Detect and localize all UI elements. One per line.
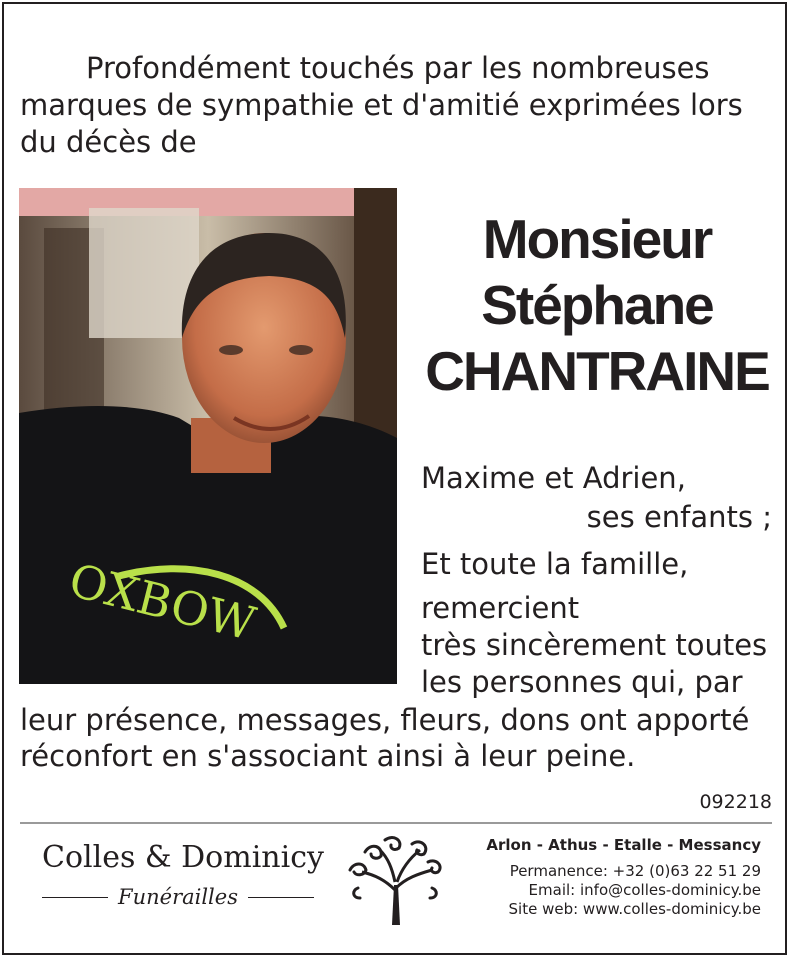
intro-line-2: marques de sympathie et d'amitié exprimées lors	[20, 88, 743, 122]
intro-paragraph	[20, 50, 772, 161]
family-children: Maxime et Adrien,	[421, 461, 686, 495]
email[interactable]: Email: info@colles-dominicy.be	[528, 881, 761, 899]
footer-divider	[20, 822, 772, 824]
deceased-name	[412, 206, 782, 404]
towns: Arlon - Athus - Etalle - Messancy	[486, 836, 761, 854]
first-name: Stéphane	[481, 274, 713, 336]
website[interactable]: Site web: www.colles-dominicy.be	[508, 900, 761, 918]
thanks-line-5: réconfort en s'associant ainsi à leur peine.	[20, 739, 636, 773]
honorific: Monsieur	[482, 208, 712, 270]
portrait-photo	[19, 188, 397, 684]
contact-block	[486, 834, 761, 919]
intro-line-1: Profondément touchés par les nombreuses	[86, 51, 710, 85]
phone: Permanence: +32 (0)63 22 51 29	[509, 862, 761, 880]
last-name: CHANTRAINE	[425, 340, 769, 402]
funeral-home-name: Colles & Dominicy	[42, 840, 324, 875]
reference-code: 092218	[699, 791, 772, 813]
tree-icon	[340, 830, 450, 930]
subtitle-rule-right	[248, 897, 314, 898]
intro-line-3: du décès de	[20, 125, 197, 159]
family-children-role: ses enfants ;	[586, 500, 772, 534]
family-others: Et toute la famille,	[421, 547, 689, 581]
thanks-line-2: très sincèrement toutes	[421, 628, 768, 662]
thanks-line-4: leur présence, messages, fleurs, dons ont apporté	[20, 703, 750, 737]
thanks-line-3: les personnes qui, par	[421, 665, 743, 699]
subtitle-rule-left	[42, 897, 108, 898]
thanks-line-1: remercient	[421, 591, 580, 625]
subtitle-text: Funérailles	[118, 885, 238, 909]
funeral-home-subtitle	[42, 882, 314, 912]
shirt-print-text: OXBOW	[63, 552, 261, 652]
